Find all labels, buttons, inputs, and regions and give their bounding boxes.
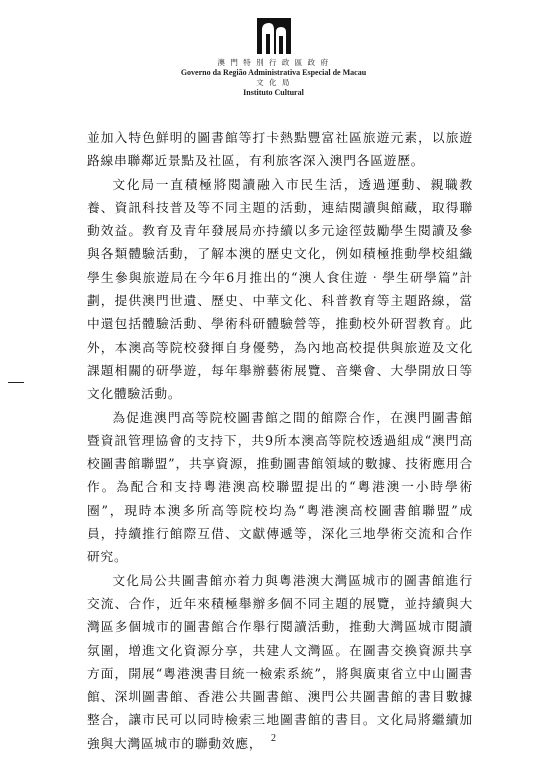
- document-body: [87, 126, 473, 755]
- government-name-portuguese: Governo da Região Administrativa Especial de Macau: [180, 68, 367, 77]
- margin-mark: [8, 382, 24, 383]
- paragraph: 並加入特色鮮明的圖書館等打卡熱點豐富社區旅遊元素，以旅遊路線串聯鄰近景點及社區，有利旅客深入澳門各區遊歷。: [87, 130, 473, 169]
- paragraph: 文化局一直積極將閱讀融入市民生活，透過運動、親職教養、資訊科技普及等不同主題的活動，連結閱讀與館藏，取得聯動效益。教育及青年發展局亦持續以多元途徑鼓勵學生閱讀及參與各類體驗活動，了解本澳的歷史文化，例如積極推動學校組織學生參與旅遊局在今年6月推出的“澳人食住遊‧學生研學篇”計劃，提供澳門世遺、歷史、中華文化、科普教育等主題路線，當中還包括體驗活動、學術科研體驗營等，推動校外研習教育。此外，本澳高等院校發揮自身優勢，為內地高校提供與旅遊及文化課題相關的研學遊，每年舉辦藝術展覽、音樂會、大學開放日等文化體驗活動。: [87, 176, 473, 402]
- bureau-name-chinese: 文 化 局: [256, 78, 291, 87]
- government-emblem-icon: [257, 18, 291, 54]
- page-number: 2: [271, 733, 276, 744]
- letterhead: [0, 18, 547, 98]
- paragraph: 文化局公共圖書館亦着力與粵港澳大灣區城市的圖書館進行交流、合作，近年來積極舉辦多個不同主題的展覽，並持續與大灣區多個城市的圖書館合作舉行閱讀活動，推動大灣區城市閱讀氛圍，增進文化資源分享，共建人文灣區。在圖書交換資源共享方面，開展“粵港澳書目統一檢索系統”，將與廣東省立中山圖書館、深圳圖書館、香港公共圖書館、澳門公共圖書館的書目數據整合，讓市民可以同時檢索三地圖書館的書目。文化局將繼續加強與大灣區城市的聯動效應，: [87, 572, 473, 751]
- bureau-name-portuguese: Instituto Cultural: [243, 88, 304, 97]
- government-name-chinese: 澳 門 特 別 行 政 區 政 府: [217, 58, 330, 67]
- paragraph: 為促進澳門高等院校圖書館之間的館際合作，在澳門圖書館暨資訊管理協會的支持下，共9所本澳高等院校透過組成“澳門高校圖書館聯盟”，共享資源，推動圖書館領域的數據、技術應用合作。為配合和支持粵港澳高校聯盟提出的“粵港澳一小時學術圈”，現時本澳多所高等院校均為“粵港澳高校圖書館聯盟”成員，持續推行館際互借、文獻傳遞等，深化三地學術交流和合作研究。: [87, 409, 473, 565]
